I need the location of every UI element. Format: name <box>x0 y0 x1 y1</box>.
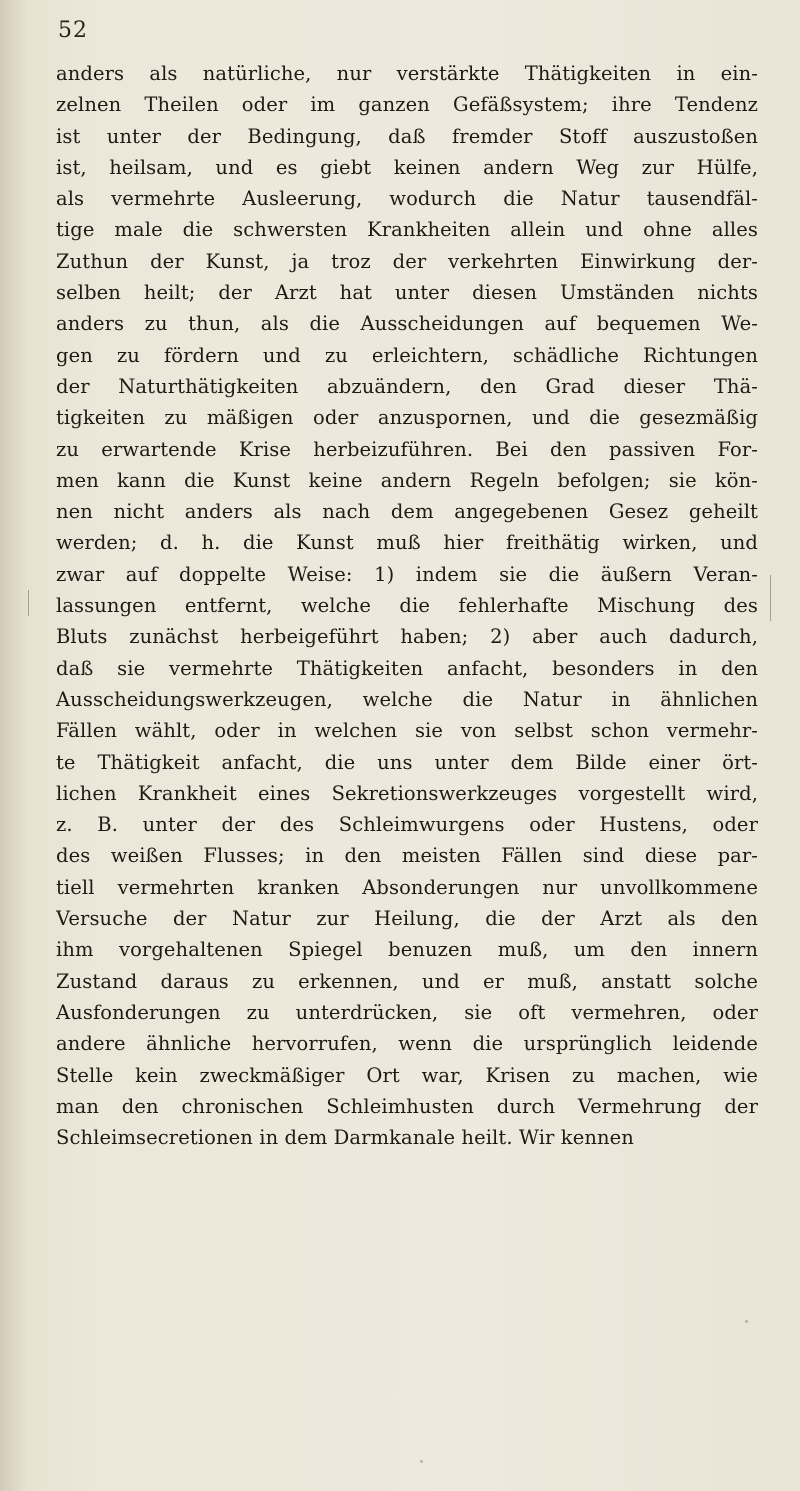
paper-speck <box>745 1320 748 1323</box>
text-line: anders zu thun, als die Ausscheidungen auf bequemen We- <box>56 312 758 336</box>
text-line: nen nicht anders als nach dem angegebenen Gesez geheilt <box>56 500 758 524</box>
text-line: Ausscheidungswerkzeugen, welche die Natur in ähnlichen <box>56 687 758 711</box>
text-line: zelnen Theilen oder im ganzen Gefäßsystem; ihre Tendenz <box>56 93 758 117</box>
text-line: werden; d. h. die Kunst muß hier freithätig wirken, und <box>56 531 758 555</box>
text-line: man den chronischen Schleimhusten durch Vermehrung der <box>56 1094 758 1118</box>
text-line: anders als natürliche, nur verstärkte Thätigkeiten in ein- <box>56 62 758 85</box>
text-line: te Thätigkeit anfacht, die uns unter dem Bilde einer ört- <box>56 750 758 774</box>
text-line: Bluts zunächst herbeigeführt haben; 2) aber auch dadurch, <box>56 625 758 649</box>
page-number: 52 <box>58 18 88 43</box>
page-gutter-shadow <box>0 0 28 1491</box>
text-line: andere ähnliche hervorrufen, wenn die ursprünglich leidende <box>56 1032 758 1056</box>
text-line: daß sie vermehrte Thätigkeiten anfacht, besonders in den <box>56 656 758 680</box>
paper-speck <box>420 1460 423 1463</box>
text-line: lichen Krankheit eines Sekretionswerkzeuges vorgestellt wird, <box>56 781 758 805</box>
margin-pencil-mark <box>28 590 29 616</box>
text-line: gen zu fördern und zu erleichtern, schädliche Richtungen <box>56 343 758 367</box>
text-line: zu erwartende Krise herbeizuführen. Bei den passiven For- <box>56 437 758 461</box>
text-line: tiell vermehrten kranken Absonderungen nur unvollkommene <box>56 875 758 899</box>
text-line: selben heilt; der Arzt hat unter diesen Umständen nichts <box>56 281 758 305</box>
text-line: Ausfonderungen zu unterdrücken, sie oft vermehren, oder <box>56 1000 758 1024</box>
text-line: Versuche der Natur zur Heilung, die der Arzt als den <box>56 907 758 931</box>
text-line: Zustand daraus zu erkennen, und er muß, anstatt solche <box>56 969 758 993</box>
text-line: Zuthun der Kunst, ja troz der verkehrten Einwirkung der- <box>56 249 758 273</box>
text-line: ihm vorgehaltenen Spiegel benuzen muß, um den innern <box>56 938 758 962</box>
text-line: ist unter der Bedingung, daß fremder Stoff auszustoßen <box>56 124 758 148</box>
text-line: zwar auf doppelte Weise: 1) indem sie die äußern Veran- <box>56 562 758 586</box>
text-line: als vermehrte Ausleerung, wodurch die Natur tausendfäl- <box>56 187 758 211</box>
margin-pencil-mark <box>770 575 771 621</box>
text-line: z. B. unter der des Schleimwurgens oder Hustens, oder <box>56 813 758 837</box>
text-line: ist, heilsam, und es giebt keinen andern Weg zur Hülfe, <box>56 155 758 179</box>
text-line: men kann die Kunst keine andern Regeln befolgen; sie kön- <box>56 468 758 492</box>
text-line: der Naturthätigkeiten abzuändern, den Grad dieser Thä- <box>56 374 758 398</box>
text-line: Fällen wählt, oder in welchen sie von selbst schon vermehr- <box>56 719 758 743</box>
text-line: tigkeiten zu mäßigen oder anzuspornen, und die gesezmäßig <box>56 406 758 430</box>
text-line: des weißen Flusses; in den meisten Fällen sind diese par- <box>56 844 758 868</box>
text-line: Schleimsecretionen in dem Darmkanale heilt. Wir kennen <box>56 1126 634 1150</box>
body-text <box>56 58 758 1153</box>
text-line: lassungen entfernt, welche die fehlerhafte Mischung des <box>56 594 758 618</box>
text-line: Stelle kein zweckmäßiger Ort war, Krisen zu machen, wie <box>56 1063 758 1087</box>
text-line: tige male die schwersten Krankheiten allein und ohne alles <box>56 218 758 242</box>
